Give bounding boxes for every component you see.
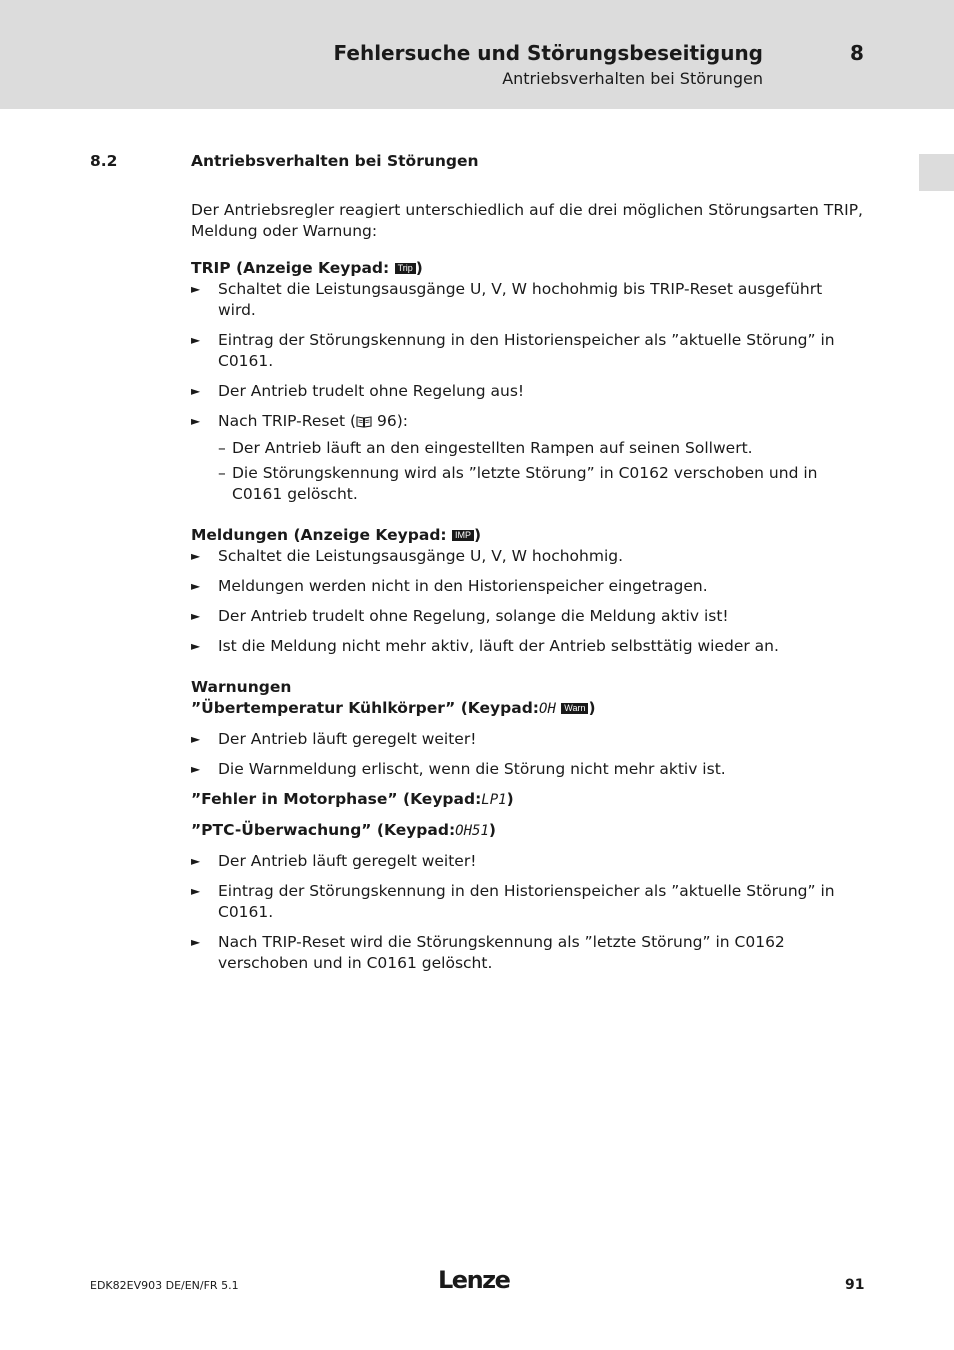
- list-item: [191, 881, 863, 923]
- list-item-text: Schaltet die Leistungsausgänge U, V, W hochohmig.: [218, 547, 624, 565]
- intro-paragraph: Der Antriebsregler reagiert unterschiedlich auf die drei möglichen Störungsarten TRIP, Meldung oder Warnung:: [191, 201, 863, 240]
- list-item-text: Der Antrieb trudelt ohne Regelung, solange die Meldung aktiv ist!: [218, 607, 729, 625]
- trip-reset-page: 96):: [372, 412, 408, 430]
- list-item-text: Der Antrieb trudelt ohne Regelung aus!: [218, 382, 525, 400]
- triangle-bullet-icon: ►: [191, 935, 201, 949]
- list-item: [191, 729, 863, 750]
- triangle-bullet-icon: ►: [191, 884, 201, 898]
- list-item: [191, 851, 863, 872]
- trip-bullet-list: [191, 279, 863, 505]
- footer-page-number: 91: [845, 1277, 865, 1293]
- uebertemp-bullet-list: [191, 729, 863, 780]
- chapter-subtitle: Antriebsverhalten bei Störungen: [502, 69, 763, 88]
- list-item-text: Meldungen werden nicht in den Historienspeicher eingetragen.: [218, 577, 708, 595]
- triangle-bullet-icon: ►: [191, 579, 201, 593]
- chapter-number: 8: [850, 41, 864, 65]
- list-item: [191, 636, 863, 657]
- triangle-bullet-icon: ►: [191, 384, 201, 398]
- trip-heading-close: ): [415, 259, 423, 277]
- list-item: [191, 279, 863, 321]
- list-item-text: Nach TRIP-Reset wird die Störungskennung als ”letzte Störung” in C0162 verschoben und in C0161 gelöscht.: [218, 933, 785, 972]
- triangle-bullet-icon: ►: [191, 282, 201, 296]
- triangle-bullet-icon: ►: [191, 762, 201, 776]
- motorphase-heading-text: ”Fehler in Motorphase” (Keypad:: [191, 790, 482, 808]
- trip-keypad-badge: Trip: [395, 263, 416, 274]
- list-item-text: Ist die Meldung nicht mehr aktiv, läuft der Antrieb selbsttätig wieder an.: [218, 637, 779, 655]
- list-item-text: Der Antrieb läuft geregelt weiter!: [218, 730, 477, 748]
- uebertemp-heading-text: ”Übertemperatur Kühlkörper” (Keypad:: [191, 699, 540, 717]
- list-item-text: Die Warnmeldung erlischt, wenn die Störung nicht mehr aktiv ist.: [218, 760, 726, 778]
- trip-heading: [191, 258, 863, 279]
- list-item-text: Eintrag der Störungskennung in den Historienspeicher als ”aktuelle Störung” in C0161.: [218, 882, 835, 921]
- meldungen-heading: [191, 525, 863, 546]
- list-item-text: Eintrag der Störungskennung in den Historienspeicher als ”aktuelle Störung” in C0161.: [218, 331, 835, 370]
- triangle-bullet-icon: ►: [191, 414, 201, 428]
- warn-keypad-badge: Warn: [561, 703, 588, 714]
- meldungen-bullet-list: [191, 546, 863, 657]
- ptc-heading: [191, 820, 863, 842]
- list-item: [218, 463, 863, 505]
- triangle-bullet-icon: ►: [191, 609, 201, 623]
- lenze-logo: Lenze: [438, 1266, 510, 1294]
- warnungen-heading: Warnungen: [191, 678, 292, 696]
- triangle-bullet-icon: ►: [191, 639, 201, 653]
- triangle-bullet-icon: ►: [191, 854, 201, 868]
- list-item: [191, 759, 863, 780]
- meldungen-heading-text: Meldungen (Anzeige Keypad:: [191, 526, 453, 544]
- chapter-side-tab: [919, 154, 954, 191]
- trip-reset-dash-list: [218, 438, 863, 505]
- trip-reset-prefix: Nach TRIP-Reset (: [218, 412, 357, 430]
- lp1-keypad-code: LP1: [481, 792, 507, 808]
- section-number: 8.2: [90, 152, 118, 170]
- trip-heading-text: TRIP (Anzeige Keypad:: [191, 259, 395, 277]
- oh-keypad-code: OH: [539, 701, 556, 717]
- motorphase-heading-close: ): [506, 790, 514, 808]
- uebertemp-heading-close: ): [588, 699, 596, 717]
- dash-bullet: –: [218, 439, 226, 457]
- list-item: [191, 330, 863, 372]
- section-title: Antriebsverhalten bei Störungen: [191, 152, 479, 170]
- list-item-text: Schaltet die Leistungsausgänge U, V, W hochohmig bis TRIP-Reset ausgeführt wird.: [218, 280, 823, 319]
- list-item-text: Der Antrieb läuft geregelt weiter!: [218, 852, 477, 870]
- triangle-bullet-icon: ►: [191, 549, 201, 563]
- ptc-heading-close: ): [488, 821, 496, 839]
- list-item-text: Der Antrieb läuft an den eingestellten Rampen auf seinen Sollwert.: [232, 439, 753, 457]
- book-icon: [356, 413, 372, 434]
- list-item: [218, 438, 863, 459]
- triangle-bullet-icon: ►: [191, 732, 201, 746]
- uebertemp-heading: [191, 698, 863, 720]
- dash-bullet: –: [218, 464, 226, 482]
- list-item-text: Die Störungskennung wird als ”letzte Störung” in C0162 verschoben und in C0161 gelöscht.: [232, 464, 818, 503]
- list-item: [191, 546, 863, 567]
- meldungen-heading-close: ): [474, 526, 482, 544]
- list-item: [191, 606, 863, 627]
- chapter-title: Fehlersuche und Störungsbeseitigung: [333, 41, 763, 65]
- triangle-bullet-icon: ►: [191, 333, 201, 347]
- list-item: [191, 381, 863, 402]
- footer-doc-id: EDK82EV903 DE/EN/FR 5.1: [90, 1279, 239, 1292]
- ptc-heading-text: ”PTC-Überwachung” (Keypad:: [191, 821, 456, 839]
- list-item: [191, 411, 863, 505]
- list-item: [191, 932, 863, 974]
- imp-keypad-badge: IMP: [452, 530, 474, 541]
- motorphase-heading: [191, 789, 863, 811]
- content-body: [191, 200, 863, 983]
- ptc-bullet-list: [191, 851, 863, 974]
- oh51-keypad-code: OH51: [455, 823, 489, 839]
- list-item: [191, 576, 863, 597]
